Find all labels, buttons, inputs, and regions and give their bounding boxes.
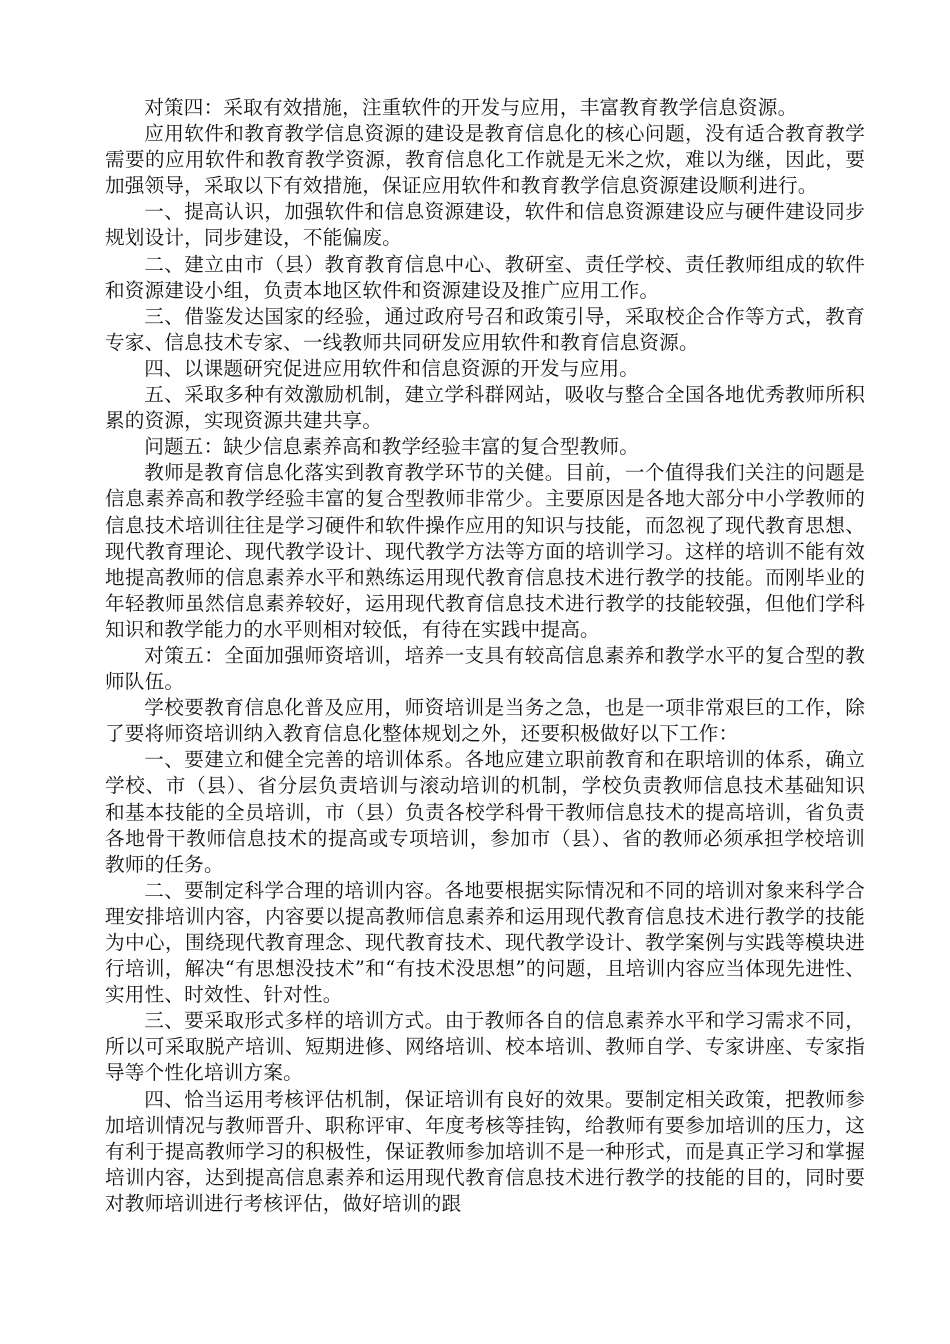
paragraph: 应用软件和教育教学信息资源的建设是教育信息化的核心问题，没有适合教育教学需要的应用软件和教育教学资源，教育信息化工作就是无米之炊，难以为继，因此，要加强领导，采取以下有效措施，保证应用软件和教育教学信息资源建设顺利进行。 — [105, 122, 865, 198]
document-body — [105, 95, 865, 1217]
paragraph: 二、要制定科学合理的培训内容。各地要根据实际情况和不同的培训对象来科学合理安排培训内容，内容要以提高教师信息素养和运用现代教育信息技术进行教学的技能为中心，围绕现代教育理念、现代教育技术、现代教学设计、教学案例与实践等模块进行培训，解决“有思想没技术”和“有技术没思想”的问题，且培训内容应当体现先进性、实用性、时效性、针对性。 — [105, 878, 865, 1007]
paragraph-heading-countermeasure-5: 对策五：全面加强师资培训，培养一支具有较高信息素养和教学水平的复合型的教师队伍。 — [105, 643, 865, 694]
paragraph-heading-countermeasure-4: 对策四：采取有效措施，注重软件的开发与应用，丰富教育教学信息资源。 — [144, 96, 798, 119]
paragraph: 二、建立由市（县）教育教育信息中心、教研室、责任学校、责任教师组成的软件和资源建设小组，负责本地区软件和资源建设及推广应用工作。 — [105, 252, 865, 302]
paragraph: 四、恰当运用考核评估机制，保证培训有良好的效果。要制定相关政策，把教师参加培训情况与教师晋升、职称评审、年度考核等挂钩，给教师有要参加培训的压力，这有利于提高教师学习的积极性，保证教师参加培训不是一种形式，而是真正学习和掌握培训内容，达到提高信息素养和运用现代教育信息技术进行教学的技能的目的，同时要对教师培训进行考核评估，做好培训的跟 — [105, 1087, 865, 1215]
paragraph: 四、以课题研究促进应用软件和信息资源的开发与应用。 — [144, 356, 640, 380]
paragraph-heading-problem-5: 问题五：缺少信息素养高和教学经验丰富的复合型教师。 — [144, 435, 640, 459]
paragraph: 一、要建立和健全完善的培训体系。各地应建立职前教育和在职培训的体系，确立学校、市（县）、省分层负责培训与滚动培训的机制，学校负责教师信息技术基础知识和基本技能的全员培训，市（县）负责各校学科骨干教师信息技术的提高培训，省负责各地骨干教师信息技术的提高或专项培训，参加市（县）、省的教师必须承担学校培训教师的任务。 — [105, 748, 865, 876]
paragraph: 一、提高认识，加强软件和信息资源建设，软件和信息资源建设应与硬件建设同步规划设计，同步建设，不能偏废。 — [105, 200, 865, 250]
paragraph: 教师是教育信息化落实到教育教学环节的关健。目前，一个值得我们关注的问题是信息素养高和教学经验丰富的复合型教师非常少。主要原因是各地大部分中小学教师的信息技术培训往往是学习硬件和软件操作应用的知识与技能，而忽视了现代教育思想、现代教育理论、现代教学设计、现代教学方法等方面的培训学习。这样的培训不能有效地提高教师的信息素养水平和熟练运用现代教育信息技术进行教学的技能。而刚毕业的年轻教师虽然信息素养较好，运用现代教育信息技术进行教学的技能较强，但他们学科知识和教学能力的水平则相对较低，有待在实践中提高。 — [105, 461, 865, 641]
paragraph: 三、借鉴发达国家的经验，通过政府号召和政策引导，采取校企合作等方式，教育专家、信息技术专家、一线教师共同研发应用软件和教育信息资源。 — [105, 304, 865, 354]
paragraph: 学校要教育信息化普及应用，师资培训是当务之急，也是一项非常艰巨的工作，除了要将师资培训纳入教育信息化整体规划之外，还要积极做好以下工作： — [105, 696, 865, 746]
paragraph: 五、采取多种有效激励机制，建立学科群网站，吸收与整合全国各地优秀教师所积累的资源，实现资源共建共享。 — [105, 383, 865, 433]
paragraph: 三、要采取形式多样的培训方式。由于教师各自的信息素养水平和学习需求不同，所以可采取脱产培训、短期进修、网络培训、校本培训、教师自学、专家讲座、专家指导等个性化培训方案。 — [105, 1009, 865, 1085]
